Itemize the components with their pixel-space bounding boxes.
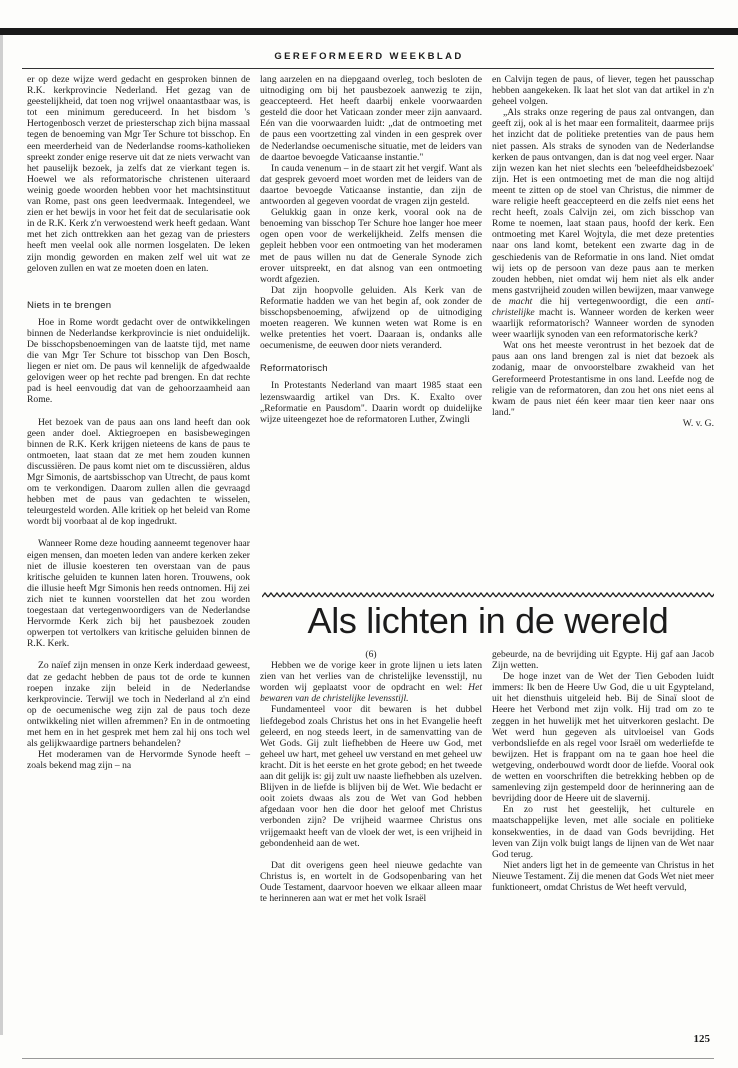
article-title: Als lichten in de wereld [307, 600, 669, 641]
section-heading: Niets in te brengen [27, 299, 112, 311]
paragraph: Fundamenteel voor dit bewaren is het dubbel liefdegebod zoals Christus het ons in het Evangelie heeft geleerd, en nog steeds leert, in de samenvatting van de Wet Gods. Gij zult liefhebben de Heere uw God, met geheel uw hart, met geheel uw verstand en met geheel uw kracht. Dit is het eerste en het grote gebod; en het tweede aan dit gelijk is: gij zult uw naaste liefhebben als uzelven. Blijven in de liefde is blijven bij de Wet. Wie bedacht er ooit zoiets dwaas als zou de Wet van God hebben afgedaan voor hen die door het geloof met Christus verbonden zijn? De vrijheid waarmee Christus ons vrijgemaakt heeft van de vloek der wet, is een vrijheid in gebondenheid aan de wet. [260, 704, 482, 849]
paragraph: Dat dit overigens geen heel nieuwe gedachte van Christus is, en wortelt in de Godsopenbaring van het Oude Testament, daarvoor hoeven we elkaar alleen maar te herinneren aan wat er met het volk Israël [260, 859, 482, 904]
zigzag-divider [262, 592, 714, 598]
paragraph: En zo rust het geestelijk, het culturele en maatschappelijke leven, met alle sociale en politieke konsekwenties, in de daad van Gods bevrijding. Het leven van Zijn volk buigt langs de lijnen van de Wet naar God terug. [492, 804, 714, 860]
paragraph: er op deze wijze werd gedacht en gesproken binnen de R.K. kerkprovincie Nederland. Het gezag van de geestelijkheid, dat toen nog vrijwel onaantastbaar was, is tot een minimum gereduceerd. In het bisdom 's Hertogenbosch verzet de priesterschap zich bijna massaal tegen de benoeming van Mgr Ter Schure tot bisschop. En een meerderheid van de Nederlandse rooms-katholieken spreekt zonder enige reserve uit dat ze niets verwacht van het pauselijk bezoek, ja zelfs dat ze vierkant tegen is. Hoewel we als reformatorische christenen uiteraard weinig goede woorden hebben voor het machtsinstituut van Rome, past ons geen leedvermaak. Integendeel, we zien er het bewijs in voor het feit dat de secularisatie ook in de R.K. Kerk z'n verwoestend werk heeft gedaan. Want met het zich onttrekken aan het gezag van de priesters heeft men veelal ook alle normen losgelaten. De leken zijn mondig geworden en maken zelf wel uit wat ze geloven zullen en wat ze moeten doen en laten. [27, 74, 250, 274]
column-3 [492, 74, 714, 429]
paragraph: lang aarzelen en na diepgaand overleg, toch besloten de uitnodiging om bij het pausbezoek aanwezig te zijn, geaccepteerd. Het heeft daarbij enkele voorwaarden gesteld die door het Vaticaan zonder meer zijn aanvaard. Eén van die voorwaarden luidt: „dat de ontmoeting met de paus een voortzetting zal vinden in een gesprek over de Nederlandse oecumenische situatie, met de leiders van de daartoe bevoegde Vaticaanse instantie." [260, 74, 482, 163]
top-black-bar [0, 28, 738, 35]
paragraph: Wat ons het meeste verontrust in het bezoek dat de paus aan ons land brengen zal is niet dat bezoek als zodanig, maar de onvoorstelbare zwakheid van het Gereformeerd Protestantisme in ons land. Leefde nog de religie van de reformatoren, dan zou het ons niet eens al kwam de paus niet één keer maar tien keer naar ons land." [492, 340, 714, 418]
emphasis: anti-christelijke [492, 295, 715, 318]
column-1 [27, 74, 250, 771]
footer-rule [22, 1058, 714, 1059]
paragraph: De hoge inzet van de Wet der Tien Geboden luidt immers: Ik ben de Heere Uw God, die u uit Egypteland, uit het diensthuis uitgeleid heb. Bij de Sinaï sloot de Heere het Verbond met zijn volk. Hij trad om zo te zeggen in het huwelijk met het uitverkoren geslacht. De Wet werd hun gegeven als uitvloeisel van Gods verbondsliefde en als regel voor Israël om wederliefde te bewijzen. Het is frappant om na te gaan hoe heel die wetgeving, onderbouwd wordt door de liefde. Vooral ook de wetten en voorschriften die betrekking hebben op de samenleving zijn gestempeld door de herinnering aan de bevrijding door de Heere uit de slavernij. [492, 671, 714, 805]
paragraph: Wanneer Rome deze houding aanneemt tegenover haar eigen mensen, dan moeten leden van andere kerken zeker niet de illusie koesteren ten overstaan van de paus kritische geluiden te kunnen laten horen. Trouwens, ook die illusie heeft Mgr Simonis hen reeds ontnomen. Hij zei zich niet te kunnen voorstellen dat het zou worden toegestaan dat vertegenwoordigers van de Nederlandse Hervormde Kerk zich bij het pausbezoek zouden opwerpen tot vertolkers van kritische geluiden binnen de R.K. Kerk. [27, 538, 250, 650]
quote-text: „Als straks onze regering de paus zal ontvangen, dan geeft zij, ook al is het maar een formaliteit, daarmee prijs het inzicht dat de politieke pretenties van de paus hem niet passen. Als straks de synoden van de Nederlandse kerken de paus ontvangen, dan is dat nog veel erger. Naar zijn wezen kan het niet slechts een 'beleefdheidsbezoek' zijn. Het is een ontmoeting met de man die nog altijd meent te zitten op de stoel van Christus, die nimmer de ware religie heeft geaccepteerd en die zelfs niet eens het recht heeft, zoals Calvijn zei, om zich bisschop van Rome te noemen, laat staan paus, hoofd der kerk. Een ontmoeting met Karel Wojtyla, die met deze pretenties naar ons land komt, betekent een zwarte dag in de geschiedenis van de Reformatie in ons land. Niet omdat wij iets op de persoon van deze paus aan te merken zouden hebben, niet omdat wij hem niet als elk ander mens gastvrijheid zouden willen bewijzen, maar vanwege de [492, 107, 714, 307]
column-2 [260, 74, 482, 425]
article2-column-a [260, 649, 482, 904]
paragraph [260, 660, 482, 704]
paragraph: gebeurde, na de bevrijding uit Egypte. Hij gaf aan Jacob Zijn wetten. [492, 649, 714, 672]
quote-text: die hij vertegenwoordigt, die een [540, 295, 689, 307]
section-heading: Reformatorisch [260, 363, 328, 375]
author-signature: W. v. G. [682, 417, 714, 429]
emphasis: Het bewaren van de christelijke levensstijl. [260, 682, 482, 705]
paragraph: Het moderamen van de Hervormde Synode heeft – zoals bekend mag zijn – na [27, 749, 250, 772]
quote-text: macht is. Wanneer worden de kerken weer waarlijk reformatorisch? Wanneer worden de synoden weer waarlijk synoden van een reformatorische kerk? [492, 306, 715, 341]
paragraph: Het bezoek van de paus aan ons land heeft dan ook geen ander doel. Aktiegroepen en basisbewegingen binnen de R.K. Kerk krijgen nieteens de kans de paus te ontmoeten, laat staan dat ze met hem zouden kunnen discussiëren. De paus komt niet om te discussiëren, aldus Mgr Simonis, de aartsbisschop van Utrecht, de paus komt om te verkondigen. Daarom zullen allen die gevraagd hebben met de paus van gedachten te wisselen, teleurgesteld worden. Alle kritiek op het beleid van Rome wordt bij voorbaat al de kop ingedrukt. [27, 416, 250, 528]
publication-header: GEREFORMEERD WEEKBLAD [274, 51, 464, 62]
paragraph: Zo naïef zijn mensen in onze Kerk inderdaad geweest, dat ze gedacht hebben de paus tot de orde te kunnen roepen inzake zijn beleid in de Nederlandse kerkprovincie. Terwijl we toch in Nederland al z'n eind op de oecumenische weg zijn zal de paus toch deze ontwikkeling niet willen afremmen? En in de ontmoeting met hem en in het gesprek met hem zal hij ons toch wel als gelijkwaardige partners behandelen? [27, 660, 250, 750]
paragraph-text: Hebben we de vorige keer in grote lijnen u iets laten zien van het verlies van de christelijke levensstijl, nu worden wij geplaatst voor de opdracht en wel: [260, 660, 482, 694]
quote-paragraph [492, 107, 714, 340]
paragraph: en Calvijn tegen de paus, of liever, tegen het pausschap hebben aangekeken. Ik laat het slot van dat artikel in z'n geheel volgen. [492, 74, 714, 108]
part-number: (6) [365, 649, 377, 660]
paragraph: Dat zijn hoopvolle geluiden. Als Kerk van de Reformatie hadden we van het begin af, ook zonder de bisschopsbenoeming, afwijzend op de uitnodiging moeten reageren. We kunnen weten wat Rome is en welke pretenties het voert. Daaraan is, ondanks alle oecumenisme, de eeuwen door niets veranderd. [260, 284, 482, 352]
paragraph: Hoe in Rome wordt gedacht over de ontwikkelingen binnen de Nederlandse kerkprovincie is niet onduidelijk. De bisschopsbenoemingen van de laatste tijd, met name die van Mgr Ter Schure tot bisschop van Den Bosch, liegen er niet om. De paus wil kennelijk de afgedwaalde gelovigen weer op het rechte pad brengen. En dat rechte pad is heel eenvoudig dat van de gehoorzaamheid aan Rome. [27, 316, 250, 406]
paragraph: In Protestants Nederland van maart 1985 staat een lezenswaardig artikel van Drs. K. Exalto over „Reformatie en Pausdom". Daarin wordt op duidelijke wijze uiteengezet hoe de reformatoren Luther, Zwingli [260, 380, 482, 425]
article2-column-b [492, 649, 714, 893]
paragraph: Gelukkig gaan in onze kerk, vooral ook na de benoeming van bisschop Ter Schure hoe langer hoe meer ogen open voor de werkelijkheid. Zelfs mensen die gepleit hebben voor een ontmoeting van het moderamen met de paus willen nu dat de Generale Synode zich erover uitspreekt, en dat alsnog van een ontmoeting wordt afgezien. [260, 207, 482, 285]
header-rule [22, 68, 714, 69]
page-number: 125 [693, 1033, 710, 1045]
paragraph: In cauda venenum – in de staart zit het vergif. Want als dat gesprek gevoerd moet worden met de leiders van de daartoe bevoegde Vaticaanse instantie, dan zijn de antwoorden al gegeven voordat de vragen zijn gesteld. [260, 162, 482, 208]
paragraph: Niet anders ligt het in de gemeente van Christus in het Nieuwe Testament. Zij die menen dat Gods Wet niet meer funktioneert, omdat Christus de Wet heeft vervuld, [492, 859, 714, 893]
page-edge-shadow [0, 35, 3, 1035]
emphasis: macht [508, 295, 533, 307]
